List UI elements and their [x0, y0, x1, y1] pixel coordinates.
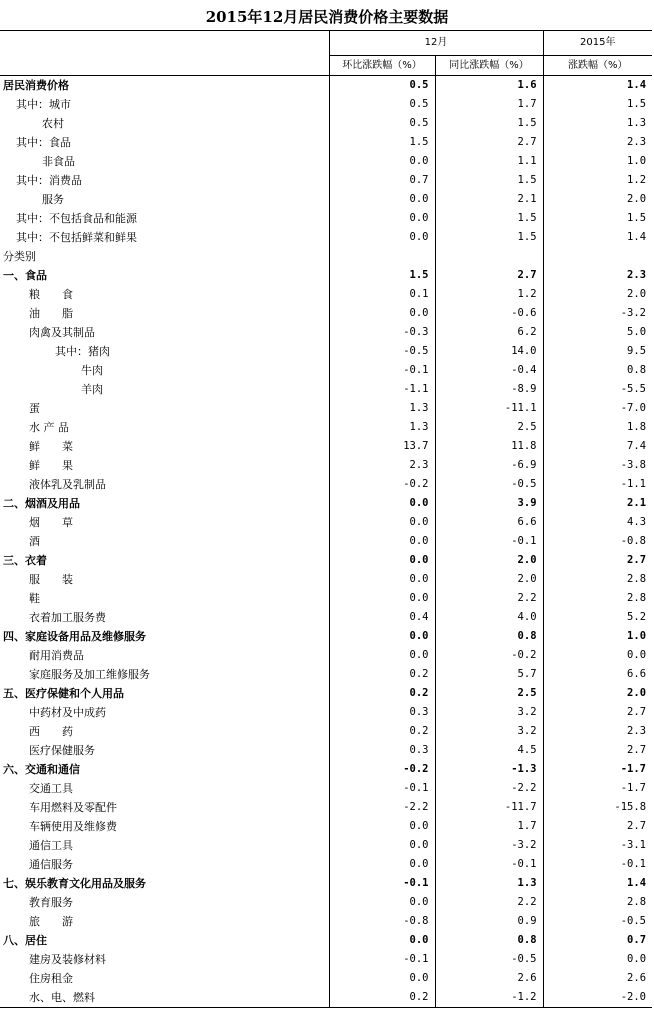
value-year: -3.1 — [543, 836, 652, 855]
table-row — [0, 190, 652, 209]
table-row — [0, 779, 652, 798]
row-label: 水、电、燃料 — [0, 988, 329, 1008]
row-label: 鞋 — [29, 592, 40, 605]
table-row — [0, 133, 652, 152]
table-row — [0, 665, 652, 684]
table-row — [0, 342, 652, 361]
value-year: 2.7 — [543, 551, 652, 570]
value-mom: 0.0 — [329, 589, 435, 608]
table-row — [0, 266, 652, 285]
value-yoy: 2.1 — [435, 190, 543, 209]
table-row — [0, 418, 652, 437]
table-row — [0, 323, 652, 342]
value-mom: -0.1 — [329, 950, 435, 969]
value-yoy: 1.3 — [435, 874, 543, 893]
value-year: 2.3 — [543, 133, 652, 152]
table-row — [0, 741, 652, 760]
value-year: 2.8 — [543, 570, 652, 589]
value-yoy: 5.7 — [435, 665, 543, 684]
row-label: 通信服务 — [29, 858, 73, 871]
value-mom: 0.5 — [329, 114, 435, 133]
value-mom: 0.0 — [329, 494, 435, 513]
table-row — [0, 399, 652, 418]
table-row — [0, 836, 652, 855]
table-row — [0, 76, 652, 96]
value-year: -1.7 — [543, 760, 652, 779]
table-row — [0, 285, 652, 304]
row-label: 其中：食品 — [16, 136, 71, 149]
table-row — [0, 95, 652, 114]
header-yoy: 同比涨跌幅（%） — [435, 56, 543, 76]
value-year: 1.8 — [543, 418, 652, 437]
value-mom: 1.3 — [329, 399, 435, 418]
value-mom: -1.1 — [329, 380, 435, 399]
table-row — [0, 627, 652, 646]
value-year: 2.6 — [543, 969, 652, 988]
value-mom: 0.0 — [329, 570, 435, 589]
value-mom: 0.0 — [329, 817, 435, 836]
value-mom: -0.1 — [329, 874, 435, 893]
value-mom: 0.0 — [329, 855, 435, 874]
table-row — [0, 152, 652, 171]
value-year: 2.7 — [543, 817, 652, 836]
value-mom: 0.0 — [329, 551, 435, 570]
value-year: 1.0 — [543, 152, 652, 171]
value-mom: 0.5 — [329, 76, 435, 96]
value-yoy: 1.6 — [435, 76, 543, 96]
row-label: 非食品 — [42, 155, 75, 168]
table-row — [0, 893, 652, 912]
value-yoy: 2.6 — [435, 969, 543, 988]
value-year: -15.8 — [543, 798, 652, 817]
table-row — [0, 646, 652, 665]
row-label: 农村 — [42, 117, 64, 130]
value-year: 2.0 — [543, 190, 652, 209]
value-year: 2.3 — [543, 266, 652, 285]
row-label: 二、烟酒及用品 — [3, 497, 80, 510]
value-year: 9.5 — [543, 342, 652, 361]
value-year: -0.5 — [543, 912, 652, 931]
value-mom: 0.0 — [329, 209, 435, 228]
row-label: 中药材及中成药 — [29, 706, 106, 719]
value-yoy: -1.3 — [435, 760, 543, 779]
value-yoy: 2.7 — [435, 266, 543, 285]
value-yoy: -11.1 — [435, 399, 543, 418]
value-yoy: 1.5 — [435, 228, 543, 247]
value-mom: 1.3 — [329, 418, 435, 437]
value-yoy: -0.5 — [435, 950, 543, 969]
value-mom: 0.0 — [329, 228, 435, 247]
row-label: 其中：猪肉 — [55, 345, 110, 358]
table-row — [0, 969, 652, 988]
value-yoy: -0.5 — [435, 475, 543, 494]
value-mom: 0.5 — [329, 95, 435, 114]
value-year: 0.0 — [543, 950, 652, 969]
row-label: 医疗保健服务 — [29, 744, 95, 757]
value-yoy: 1.2 — [435, 285, 543, 304]
value-mom: -0.5 — [329, 342, 435, 361]
value-yoy: 3.2 — [435, 722, 543, 741]
row-label: 液体乳及乳制品 — [29, 478, 106, 491]
value-year: 0.7 — [543, 931, 652, 950]
row-label: 羊肉 — [81, 383, 103, 396]
row-label: 西 药 — [29, 725, 73, 738]
row-label: 居民消费价格 — [3, 79, 69, 92]
value-year: 1.0 — [543, 627, 652, 646]
row-label: 蛋 — [29, 402, 40, 415]
row-label: 车辆使用及维修费 — [29, 820, 117, 833]
row-label: 六、交通和通信 — [3, 763, 80, 776]
table-row — [0, 475, 652, 494]
value-yoy: -0.4 — [435, 361, 543, 380]
table-row — [0, 437, 652, 456]
table-row — [0, 304, 652, 323]
table-header — [0, 31, 652, 76]
row-label: 教育服务 — [29, 896, 73, 909]
row-label: 住房租金 — [29, 972, 73, 985]
row-label: 建房及装修材料 — [29, 953, 106, 966]
value-yoy: 6.6 — [435, 513, 543, 532]
row-label: 通信工具 — [29, 839, 73, 852]
value-mom: 0.0 — [329, 152, 435, 171]
value-mom: 0.0 — [329, 969, 435, 988]
value-year: 1.4 — [543, 228, 652, 247]
value-yoy: 1.1 — [435, 152, 543, 171]
value-year: -3.2 — [543, 304, 652, 323]
value-mom: 0.0 — [329, 836, 435, 855]
value-yoy: 1.7 — [435, 817, 543, 836]
row-label: 肉禽及其制品 — [29, 326, 95, 339]
row-label: 烟 草 — [29, 516, 73, 529]
table-row — [0, 722, 652, 741]
value-yoy: 2.5 — [435, 684, 543, 703]
table-row — [0, 513, 652, 532]
value-mom: 0.0 — [329, 627, 435, 646]
value-mom: 0.4 — [329, 608, 435, 627]
header-year-change: 涨跌幅（%） — [543, 56, 652, 76]
row-label: 七、娱乐教育文化用品及服务 — [3, 877, 146, 890]
value-year: 0.8 — [543, 361, 652, 380]
row-label: 牛肉 — [81, 364, 103, 377]
value-mom: -0.2 — [329, 760, 435, 779]
row-label: 其中：消费品 — [16, 174, 82, 187]
value-year: -0.8 — [543, 532, 652, 551]
value-year: 2.1 — [543, 494, 652, 513]
table-row — [0, 171, 652, 190]
value-yoy: 4.0 — [435, 608, 543, 627]
value-yoy: 11.8 — [435, 437, 543, 456]
value-yoy: 2.2 — [435, 589, 543, 608]
value-yoy: 3.9 — [435, 494, 543, 513]
value-mom: 0.0 — [329, 304, 435, 323]
value-yoy: 3.2 — [435, 703, 543, 722]
value-year: 5.0 — [543, 323, 652, 342]
value-mom: 0.3 — [329, 741, 435, 760]
table-body — [0, 76, 652, 1008]
value-mom: 2.3 — [329, 456, 435, 475]
value-year: -5.5 — [543, 380, 652, 399]
value-yoy: 2.0 — [435, 551, 543, 570]
value-mom: -2.2 — [329, 798, 435, 817]
table-row — [0, 361, 652, 380]
value-mom: 0.0 — [329, 532, 435, 551]
row-label: 油 脂 — [29, 307, 73, 320]
value-yoy: 0.8 — [435, 931, 543, 950]
value-mom: 0.0 — [329, 513, 435, 532]
value-yoy: -6.9 — [435, 456, 543, 475]
value-mom: 0.2 — [329, 722, 435, 741]
value-year: 2.8 — [543, 589, 652, 608]
value-yoy: 2.0 — [435, 570, 543, 589]
row-label: 车用燃料及零配件 — [29, 801, 117, 814]
value-mom: -0.1 — [329, 779, 435, 798]
table-row — [0, 912, 652, 931]
row-label: 四、家庭设备用品及维修服务 — [3, 630, 146, 643]
table-row — [0, 456, 652, 475]
value-yoy: -0.1 — [435, 855, 543, 874]
value-year: 2.3 — [543, 722, 652, 741]
table-row — [0, 950, 652, 969]
value-mom: -0.8 — [329, 912, 435, 931]
table-row — [0, 874, 652, 893]
row-label: 鲜 菜 — [29, 440, 73, 453]
value-yoy: 1.7 — [435, 95, 543, 114]
value-mom: 0.3 — [329, 703, 435, 722]
value-mom: 0.0 — [329, 646, 435, 665]
value-yoy: 0.9 — [435, 912, 543, 931]
table-row — [0, 570, 652, 589]
value-year: -2.0 — [543, 988, 652, 1008]
value-yoy: 2.7 — [435, 133, 543, 152]
header-group-year: 2015年 — [543, 31, 652, 56]
value-yoy: 1.5 — [435, 209, 543, 228]
table-row — [0, 494, 652, 513]
header-blank-cell — [0, 31, 329, 76]
header-mom: 环比涨跌幅（%） — [329, 56, 435, 76]
value-yoy: -3.2 — [435, 836, 543, 855]
row-label: 鲜 果 — [29, 459, 73, 472]
value-yoy: 14.0 — [435, 342, 543, 361]
value-year: 1.5 — [543, 209, 652, 228]
table-row — [0, 551, 652, 570]
value-yoy: -1.2 — [435, 988, 543, 1008]
row-label: 粮 食 — [29, 288, 73, 301]
value-year: 2.7 — [543, 741, 652, 760]
row-label: 服务 — [42, 193, 64, 206]
row-label: 交通工具 — [29, 782, 73, 795]
value-yoy: 1.5 — [435, 171, 543, 190]
table-row — [0, 798, 652, 817]
value-year: 7.4 — [543, 437, 652, 456]
row-label: 水 产 品 — [29, 421, 69, 434]
value-year: 6.6 — [543, 665, 652, 684]
value-yoy: 4.5 — [435, 741, 543, 760]
table-row — [0, 589, 652, 608]
value-yoy: -2.2 — [435, 779, 543, 798]
value-year: 1.2 — [543, 171, 652, 190]
value-year: 4.3 — [543, 513, 652, 532]
row-label: 其中：城市 — [16, 98, 71, 111]
value-yoy: -0.6 — [435, 304, 543, 323]
value-year: 2.7 — [543, 703, 652, 722]
value-yoy: 2.2 — [435, 893, 543, 912]
table-row — [0, 114, 652, 133]
value-year: 1.3 — [543, 114, 652, 133]
value-mom: -0.2 — [329, 475, 435, 494]
table-row — [0, 684, 652, 703]
value-mom: -0.1 — [329, 361, 435, 380]
table-row — [0, 988, 652, 1008]
cpi-table — [0, 30, 652, 1008]
row-label: 衣着加工服务费 — [29, 611, 106, 624]
table-row — [0, 380, 652, 399]
value-mom: 0.0 — [329, 931, 435, 950]
row-label: 其中：不包括食品和能源 — [16, 212, 137, 225]
value-yoy: 0.8 — [435, 627, 543, 646]
value-year: 2.0 — [543, 684, 652, 703]
value-mom: 1.5 — [329, 266, 435, 285]
table-row — [0, 209, 652, 228]
value-year: 1.4 — [543, 874, 652, 893]
value-year: 2.0 — [543, 285, 652, 304]
value-year: 1.5 — [543, 95, 652, 114]
value-mom — [329, 247, 435, 266]
page-title: 2015年12月居民消费价格主要数据 — [205, 8, 449, 26]
value-yoy: -0.1 — [435, 532, 543, 551]
table-row — [0, 760, 652, 779]
table-row — [0, 608, 652, 627]
value-year: -1.1 — [543, 475, 652, 494]
value-yoy: -11.7 — [435, 798, 543, 817]
row-label: 五、医疗保健和个人用品 — [3, 687, 124, 700]
value-mom: 1.5 — [329, 133, 435, 152]
value-year: -0.1 — [543, 855, 652, 874]
value-year: 1.4 — [543, 76, 652, 96]
value-mom: 0.2 — [329, 684, 435, 703]
value-mom: 0.1 — [329, 285, 435, 304]
row-label: 家庭服务及加工维修服务 — [29, 668, 150, 681]
value-mom: 0.0 — [329, 190, 435, 209]
value-yoy: 2.5 — [435, 418, 543, 437]
row-label: 耐用消费品 — [29, 649, 84, 662]
row-label: 一、食品 — [3, 269, 47, 282]
value-mom: 13.7 — [329, 437, 435, 456]
table-row — [0, 931, 652, 950]
value-year: 0.0 — [543, 646, 652, 665]
value-year — [543, 247, 652, 266]
value-yoy — [435, 247, 543, 266]
row-label: 旅 游 — [29, 915, 73, 928]
table-row — [0, 247, 652, 266]
row-label: 服 装 — [29, 573, 73, 586]
table-row — [0, 532, 652, 551]
value-mom: 0.2 — [329, 665, 435, 684]
table-row — [0, 703, 652, 722]
value-year: -3.8 — [543, 456, 652, 475]
value-yoy: -8.9 — [435, 380, 543, 399]
value-yoy: 6.2 — [435, 323, 543, 342]
header-group-december: 12月 — [329, 31, 543, 56]
table-row — [0, 855, 652, 874]
row-label: 八、居住 — [3, 934, 47, 947]
row-label: 分类别 — [3, 250, 36, 263]
value-mom: 0.7 — [329, 171, 435, 190]
row-label: 酒 — [29, 535, 40, 548]
table-row — [0, 817, 652, 836]
row-label: 三、衣着 — [3, 554, 47, 567]
value-year: -7.0 — [543, 399, 652, 418]
value-year: -1.7 — [543, 779, 652, 798]
value-mom: -0.3 — [329, 323, 435, 342]
value-mom: 0.0 — [329, 893, 435, 912]
value-yoy: 1.5 — [435, 114, 543, 133]
row-label: 其中：不包括鲜菜和鲜果 — [16, 231, 137, 244]
value-year: 2.8 — [543, 893, 652, 912]
table-row — [0, 228, 652, 247]
value-mom: 0.2 — [329, 988, 435, 1008]
value-year: 5.2 — [543, 608, 652, 627]
value-yoy: -0.2 — [435, 646, 543, 665]
